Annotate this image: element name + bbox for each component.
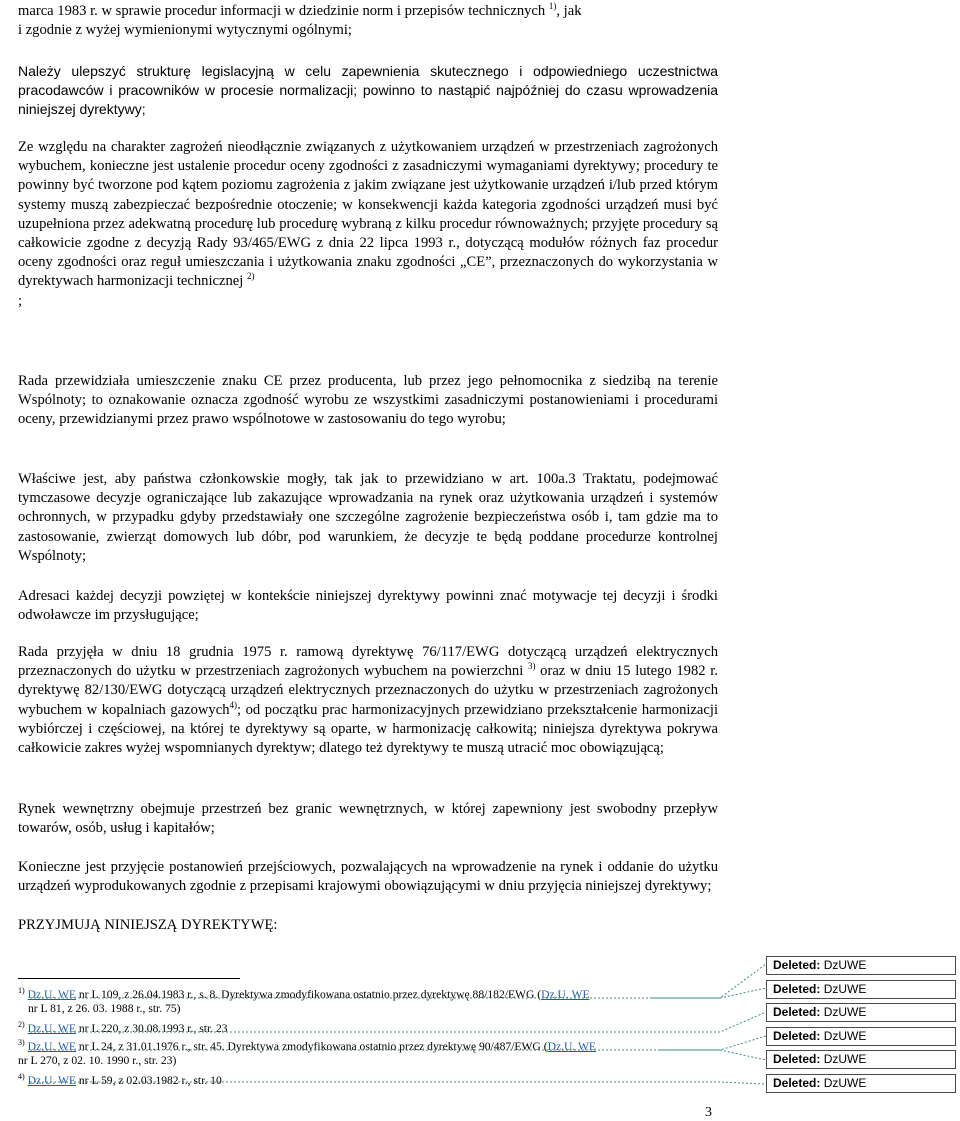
- text-span: ; od początku prac harmonizacyjnych przewidziano przekształcenie harmonizacji wybiórczej i częściowej, na której te dyrektywy są oparte, w harmonizację całkowitą; niniejsza dyrektywa pokrywa całkowicie zakres wyżej wspomnianych dyrektyw; dlatego też dyrektywy te muszą utracić moc obowiązującą;: [18, 701, 718, 757]
- balloon-label: Deleted:: [773, 1005, 821, 1019]
- balloon-text: DzUWE: [823, 1005, 867, 1019]
- deleted-comment-balloon[interactable]: [766, 1074, 956, 1093]
- footnote-text: nr L 220, z 30.08.1993 r., str. 23: [75, 1022, 228, 1035]
- page-number: 3: [705, 1105, 712, 1120]
- deleted-comment-balloon[interactable]: [766, 1050, 956, 1069]
- balloon-label: Deleted:: [773, 958, 821, 972]
- text-span: ;: [18, 292, 23, 309]
- balloon-label: Deleted:: [773, 1029, 821, 1043]
- footnote-ref: 3): [527, 661, 536, 672]
- balloon-label: Deleted:: [773, 1052, 821, 1066]
- paragraph-9: Konieczne jest przyjęcie postanowień przejściowych, pozwalających na wprowadzenie na rynek i oddanie do użytku urządzeń wyprodukowanych zgodnie z przepisami krajowymi obowiązującymi w dniu przyjęcia niniejszej dyrektywy;: [18, 859, 718, 895]
- paragraph-2: Należy ulepszyć strukturę legislacyjną w celu zapewnienia skutecznego i odpowiedniego uczestnictwa pracodawców i pracowników w procesie normalizacji; powinno to nastąpić najpóźniej do czasu wprowadzenia niniejszej dyrektywy;: [18, 63, 718, 118]
- deleted-comment-balloon[interactable]: [766, 1003, 956, 1022]
- paragraph-4: Rada przewidziała umieszczenie znaku CE przez producenta, lub przez jego pełnomocnika z siedzibą na terenie Wspólnoty; to oznakowanie oznacza zgodność wyrobu ze wszystkimi zasadniczymi postanowieniami i procedurami oceny, przewidzianymi przez prawo wspólnotowe w zastosowaniu do tego wyrobu;: [18, 373, 718, 428]
- footnote-number: 2): [18, 1020, 25, 1030]
- footnote-ref: 1): [548, 1, 557, 12]
- text-span: i zgodnie z wyżej wymienionymi wytycznymi ogólnymi;: [18, 22, 352, 39]
- text-span: Ze względu na charakter zagrożeń nieodłącznie związanych z użytkowaniem urządzeń w przestrzeniach zagrożonych wybuchem, konieczne jest ustalenie procedur oceny zgodności z zasadniczymi wymaganiami dyrektywy; procedury te powinny być tworzone pod kątem poziomu zagrożenia z jakim związane jest użytkowanie urządzeń i/lub przed którym systemy muszą zabezpieczać bezpośrednie otoczenie; w konsekwencji każda kategoria zgodności urządzeń musi być uzupełniona przez adekwatną procedurę lub procedurę wybraną z kilku procedur równoważnych; przyjęte procedury są całkowicie zgodne z decyzją Rady 93/465/EWG z dnia 22 lipca 1993 r., dotyczącą modułów różnych faz procedur oceny zgodności oraz reguł umieszczania i użytkowania znaku zgodności „CE”, przeznaczonych do wykorzystania w dyrektywach harmonizacji technicznej: [18, 139, 718, 290]
- footnote-text: nr L 81, z 26. 03. 1988 r., str. 75): [28, 1002, 181, 1015]
- paragraph-3: [18, 138, 718, 311]
- footnote-link[interactable]: Dz.U. WE: [27, 1022, 76, 1035]
- paragraph-10: PRZYJMUJĄ NINIEJSZĄ DYREKTYWĘ:: [18, 917, 278, 933]
- footnote-text: nr L 24, z 31.01.1976 r., str. 45. Dyrektywa zmodyfikowana ostatnio przez dyrektywę 90/487/EWG (: [75, 1040, 548, 1053]
- balloon-label: Deleted:: [773, 1076, 821, 1090]
- deleted-comment-balloon[interactable]: [766, 956, 956, 975]
- footnote-number: 1): [18, 986, 25, 996]
- footnote-text: nr L 59, z 02.03.1982 r., str. 10: [75, 1074, 222, 1087]
- footnote-separator: [18, 978, 240, 979]
- footnote-link[interactable]: Dz.U. WE: [27, 1074, 76, 1087]
- text-span: , jak: [556, 3, 582, 19]
- footnote-link[interactable]: Dz.U. WE: [27, 1040, 76, 1053]
- balloon-text: DzUWE: [823, 958, 867, 972]
- footnote-2: [18, 1022, 718, 1036]
- footnote-link[interactable]: Dz.U. WE: [547, 1040, 596, 1053]
- footnote-3: [18, 1040, 718, 1068]
- footnote-ref: 2): [246, 271, 255, 282]
- deleted-comment-balloon[interactable]: [766, 1027, 956, 1046]
- footnote-text: nr L 270, z 02. 10. 1990 r., str. 23): [18, 1054, 177, 1067]
- paragraph-7: [18, 643, 718, 758]
- paragraph-5: Właściwe jest, aby państwa członkowskie mogły, tak jak to przewidziano w art. 100a.3 Traktatu, podejmować tymczasowe decyzje ograniczające lub zakazujące wprowadzania na rynek oraz użytkowania urządzeń i systemów ochronnych, w przypadku gdyby przedstawiały one szczególne zagrożenie bezpieczeństwa osób i, tam gdzie ma to zastosowanie, zwierząt domowych lub dóbr, pod warunkiem, że decyzje te będą poddane procedurze kontrolnej Wspólnoty;: [18, 471, 718, 564]
- balloon-text: DzUWE: [823, 1029, 867, 1043]
- paragraph-6: Adresaci każdej decyzji powziętej w kontekście niniejszej dyrektywy powinni znać motywacje tej decyzji i środki odwoławcze im przysługujące;: [18, 588, 718, 624]
- footnote-link[interactable]: Dz.U. WE: [27, 988, 76, 1001]
- footnote-ref: 4): [229, 699, 237, 710]
- footnote-4: [18, 1074, 718, 1088]
- footnote-link[interactable]: Dz.U. WE: [541, 988, 590, 1001]
- text-span: oraz w dniu 15 lutego 1982 r. dyrektywę 82/130/EWG dotyczącą urządzeń elektrycznych przeznaczonych do użytku w przestrzeniach zagrożonych wybuchem w kopalniach gazowych: [18, 663, 718, 718]
- balloon-text: DzUWE: [823, 1052, 867, 1066]
- balloon-text: DzUWE: [823, 1076, 867, 1090]
- paragraph-1: [18, 2, 718, 40]
- footnote-1: [18, 988, 718, 1016]
- deleted-comment-balloon[interactable]: [766, 980, 956, 999]
- footnote-number: 3): [18, 1038, 25, 1048]
- balloon-label: Deleted:: [773, 982, 821, 996]
- footnote-number: 4): [18, 1072, 25, 1082]
- paragraph-8: Rynek wewnętrzny obejmuje przestrzeń bez granic wewnętrznych, w której zapewniony jest swobodny przepływ towarów, osób, usług i kapitałów;: [18, 801, 718, 837]
- text-span: Rada przyjęła w dniu 18 grudnia 1975 r. ramową dyrektywę 76/117/EWG dotyczącą urządzeń elektrycznych przeznaczonych do użytku w przestrzeniach zagrożonych wybuchem na powierzchni: [18, 644, 718, 680]
- text-span: marca 1983 r. w sprawie procedur informacji w dziedzinie norm i przepisów technicznych: [18, 3, 549, 19]
- footnote-text: nr L 109, z 26.04.1983 r., s. 8. Dyrektywa zmodyfikowana ostatnio przez dyrektywę 88/182/EWG (: [75, 988, 542, 1001]
- balloon-text: DzUWE: [823, 982, 867, 996]
